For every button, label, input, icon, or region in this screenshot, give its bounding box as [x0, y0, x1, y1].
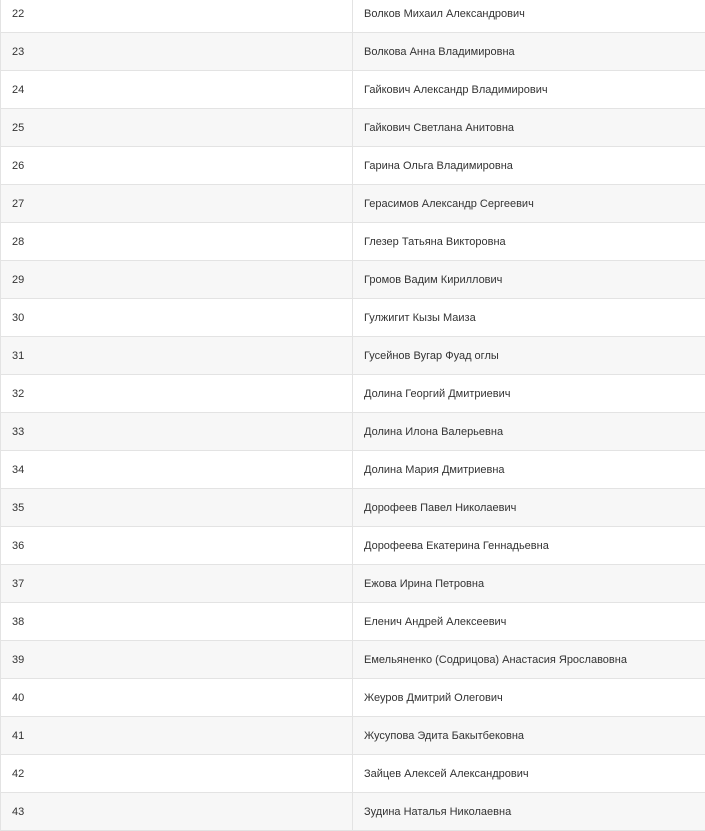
row-number: 26: [1, 147, 353, 185]
table-row: [1, 337, 705, 375]
table-row: [1, 413, 705, 451]
table-row: [1, 679, 705, 717]
row-number: 29: [1, 261, 353, 299]
row-number: 37: [1, 565, 353, 603]
table-row: [1, 451, 705, 489]
row-name: Громов Вадим Кириллович: [353, 261, 705, 299]
row-number: 40: [1, 679, 353, 717]
row-number: 41: [1, 717, 353, 755]
row-number: 34: [1, 451, 353, 489]
row-name: Емельяненко (Содрицова) Анастасия Ярославовна: [353, 641, 705, 679]
row-name: Герасимов Александр Сергеевич: [353, 185, 705, 223]
row-name: Гайкович Александр Владимирович: [353, 71, 705, 109]
row-name: Зудина Наталья Николаевна: [353, 793, 705, 831]
table-row: [1, 603, 705, 641]
row-number: 24: [1, 71, 353, 109]
row-number: 31: [1, 337, 353, 375]
row-number: 43: [1, 793, 353, 831]
table-row: [1, 33, 705, 71]
row-name: Дорофеев Павел Николаевич: [353, 489, 705, 527]
row-name: Глезер Татьяна Викторовна: [353, 223, 705, 261]
table-row: [1, 109, 705, 147]
row-number: 38: [1, 603, 353, 641]
table-row: [1, 565, 705, 603]
table-row: [1, 641, 705, 679]
table-row: [1, 147, 705, 185]
row-name: Гулжигит Кызы Маиза: [353, 299, 705, 337]
row-name: Волкова Анна Владимировна: [353, 33, 705, 71]
table-row: [1, 527, 705, 565]
table-body: [1, 0, 705, 831]
row-number: 27: [1, 185, 353, 223]
row-number: 25: [1, 109, 353, 147]
row-name: Жеуров Дмитрий Олегович: [353, 679, 705, 717]
row-name: Долина Георгий Дмитриевич: [353, 375, 705, 413]
table-row: [1, 375, 705, 413]
row-name: Дорофеева Екатерина Геннадьевна: [353, 527, 705, 565]
table-row: [1, 261, 705, 299]
table-row: [1, 71, 705, 109]
row-name: Долина Илона Валерьевна: [353, 413, 705, 451]
table-row: [1, 793, 705, 831]
row-name: Гусейнов Вугар Фуад оглы: [353, 337, 705, 375]
row-name: Гайкович Светлана Анитовна: [353, 109, 705, 147]
row-number: 36: [1, 527, 353, 565]
row-name: Долина Мария Дмитриевна: [353, 451, 705, 489]
row-number: 35: [1, 489, 353, 527]
table-row: [1, 489, 705, 527]
table-row: [1, 755, 705, 793]
row-number: 22: [1, 0, 353, 33]
row-number: 33: [1, 413, 353, 451]
row-name: Гарина Ольга Владимировна: [353, 147, 705, 185]
row-name: Жусупова Эдита Бакытбековна: [353, 717, 705, 755]
row-number: 30: [1, 299, 353, 337]
row-number: 39: [1, 641, 353, 679]
row-number: 23: [1, 33, 353, 71]
row-name: Зайцев Алексей Александрович: [353, 755, 705, 793]
row-name: Ежова Ирина Петровна: [353, 565, 705, 603]
row-name: Еленич Андрей Алексеевич: [353, 603, 705, 641]
row-number: 32: [1, 375, 353, 413]
row-name: Волков Михаил Александрович: [353, 0, 705, 33]
table-row: [1, 223, 705, 261]
table-row: [1, 717, 705, 755]
table-row: [1, 185, 705, 223]
table-row: [1, 0, 705, 33]
table-row: [1, 299, 705, 337]
row-number: 42: [1, 755, 353, 793]
row-number: 28: [1, 223, 353, 261]
